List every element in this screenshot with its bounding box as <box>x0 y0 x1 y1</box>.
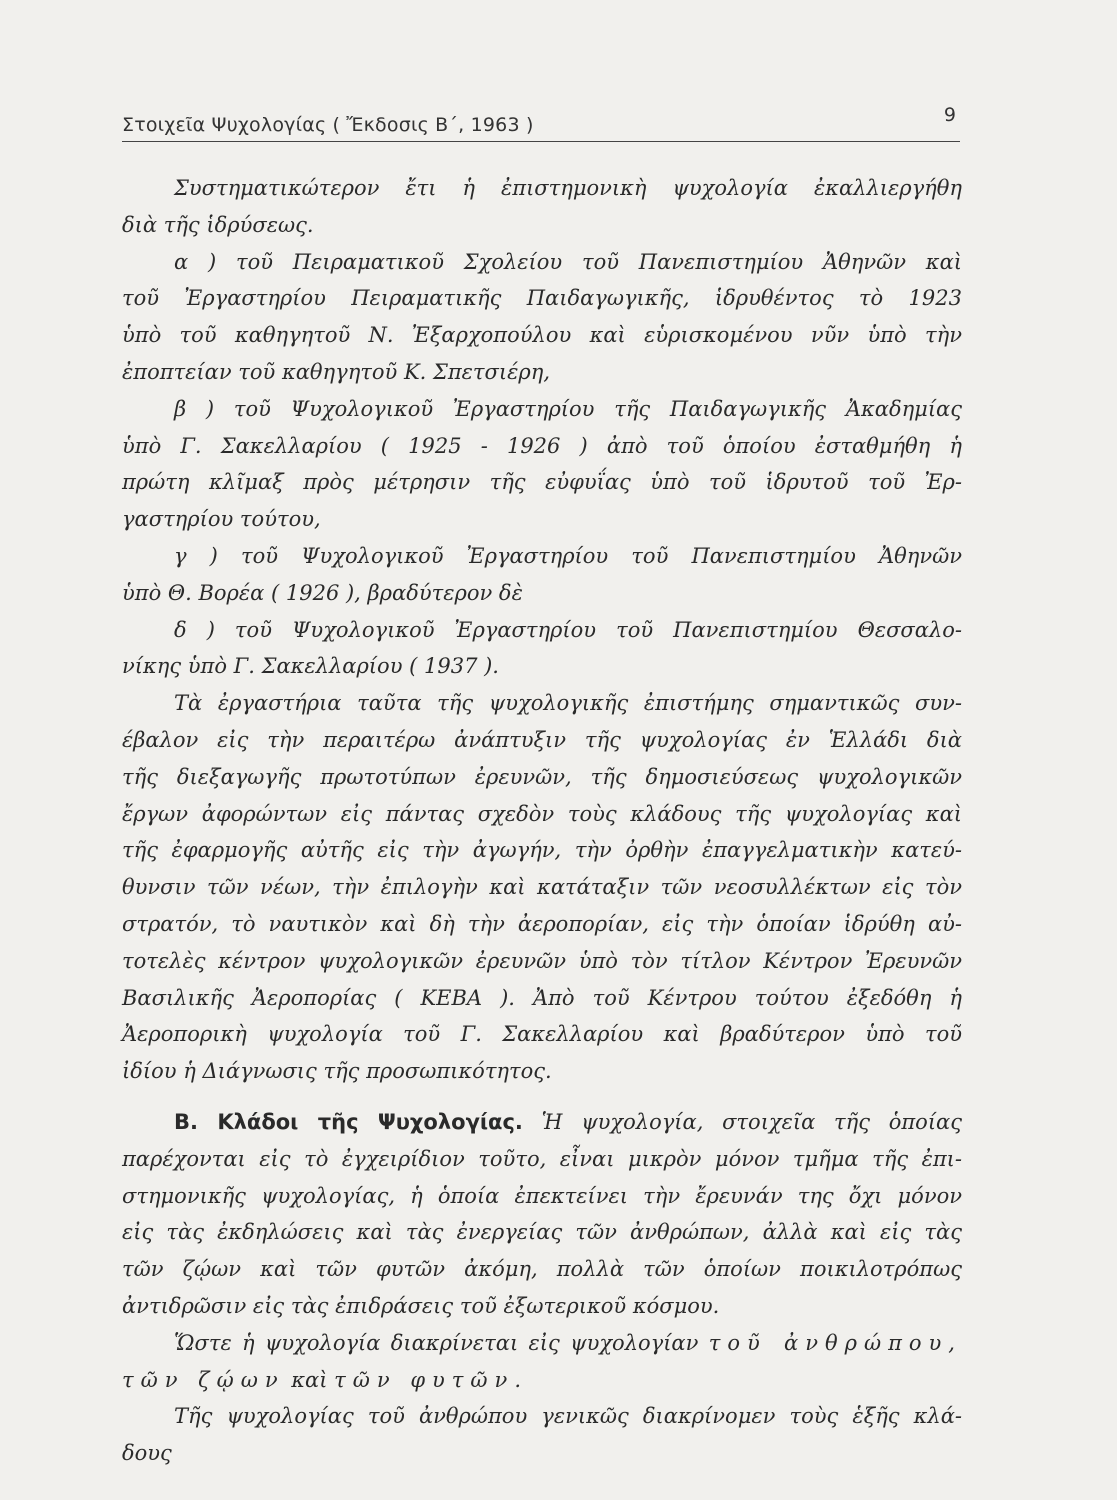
paragraph-line: δους <box>122 1441 172 1466</box>
spaced-emphasis: τῶν φυτῶν. <box>334 1367 528 1392</box>
paragraph-line: Τὰ ἐργαστήρια ταῦτα τῆς ψυχολογικῆς ἐπιστήμης σημαντικῶς συν- <box>174 691 962 716</box>
paragraph-line: τῆς ἐφαρμογῆς αὐτῆς εἰς τὴν ἀγωγήν, τὴν ὀρθὴν ἐπαγγελματικὴν κατεύ- <box>122 838 962 863</box>
list-item-line: τοῦ Ἐργαστηρίου Πειραματικῆς Παιδαγωγικῆς, ἱδρυθέντος τὸ 1923 <box>122 286 962 311</box>
list-item-line: α ) τοῦ Πειραματικοῦ Σχολείου τοῦ Πανεπιστημίου Ἀθηνῶν καὶ <box>174 249 962 274</box>
section-heading-line <box>122 1104 962 1141</box>
paragraph-line: έβαλον εἰς τὴν περαιτέρω ἀνάπτυξιν τῆς ψυχολογίας ἐν Ἑλλάδι διὰ <box>122 727 962 752</box>
paragraph-line: παρέχονται εἰς τὸ ἐγχειρίδιον τοῦτο, εἶναι μικρὸν μόνον τμῆμα τῆς ἐπι- <box>122 1146 962 1171</box>
paragraph-line: τῶν ζῴων καὶ τῶν φυτῶν ἀκόμη, πολλὰ τῶν ὁποίων ποικιλοτρόπως <box>122 1257 962 1282</box>
list-item-line: νίκης ὑπὸ Γ. Σακελλαρίου ( 1937 ). <box>122 654 499 679</box>
paragraph-line <box>122 1325 962 1362</box>
paragraph-line: ἔργων ἀφορώντων εἰς πάντας σχεδὸν τοὺς κλάδους τῆς ψυχολογίας καὶ <box>122 801 962 826</box>
list-item-line: ὑπὸ Θ. Βορέα ( 1926 ), βραδύτερον δὲ <box>122 580 523 605</box>
paragraph-text: καὶ <box>291 1367 328 1392</box>
list-item-line: γαστηρίου τούτου, <box>122 507 321 532</box>
paragraph-line: εἰς τὰς ἐκδηλώσεις καὶ τὰς ἐνεργείας τῶν ἀνθρώπων, ἀλλὰ καὶ εἰς τὰς <box>122 1220 962 1245</box>
header-title: Στοιχεῖα Ψυχολογίας ( Ἔκδοσις Β΄, 1963 ) <box>122 114 534 136</box>
spaced-emphasis: τοῦ ἀνθρώπου, <box>708 1330 962 1355</box>
section-heading: Β. Κλάδοι τῆς Ψυχολογίας. <box>174 1109 523 1134</box>
paragraph-line: τοτελὲς κέντρον ψυχολογικῶν ἐρευνῶν ὑπὸ τὸν τίτλον Κέντρον Ἐρευνῶν <box>122 948 962 973</box>
paragraph-line: διὰ τῆς ἱδρύσεως. <box>122 212 314 237</box>
paragraph-text: Ὥστε ἡ ψυχολογία διακρίνεται εἰς ψυχολογίαν <box>174 1330 699 1355</box>
list-item-line: ὑπὸ Γ. Σακελλαρίου ( 1925 - 1926 ) ἀπὸ τοῦ ὁποίου ἐσταθμήθη ἡ <box>122 433 962 458</box>
header-rule <box>122 141 960 142</box>
paragraph-line: Τῆς ψυχολογίας τοῦ ἀνθρώπου γενικῶς διακρίνομεν τοὺς ἑξῆς κλά- <box>174 1404 962 1429</box>
body-text <box>122 170 962 1472</box>
paragraph-line: Ἀεροπορικὴ ψυχολογία τοῦ Γ. Σακελλαρίου καὶ βραδύτερον ὑπὸ τοῦ <box>122 1022 962 1047</box>
list-item-line: πρώτη κλῖμαξ πρὸς μέτρησιν τῆς εὐφυΐας ὑπὸ τοῦ ἱδρυτοῦ τοῦ Ἐρ- <box>122 470 962 495</box>
paragraph-text: Ἡ ψυχολογία, στοιχεῖα τῆς ὁποίας <box>541 1109 962 1134</box>
page-number: 9 <box>943 104 956 126</box>
running-header <box>122 100 960 144</box>
paragraph-line: Βασιλικῆς Ἀεροπορίας ( ΚΕΒΑ ). Ἀπὸ τοῦ Κέντρου τούτου ἐξεδόθη ἡ <box>122 985 962 1010</box>
paragraph-line: τῆς διεξαγωγῆς πρωτοτύπων ἐρευνῶν, τῆς δημοσιεύσεως ψυχολογικῶν <box>122 764 962 789</box>
spaced-emphasis: τῶν ζῴων <box>122 1367 285 1392</box>
paragraph-line: ἀντιδρῶσιν εἰς τὰς ἐπιδράσεις τοῦ ἐξωτερικοῦ κόσμου. <box>122 1293 720 1318</box>
list-item-line: ὑπὸ τοῦ καθηγητοῦ Ν. Ἐξαρχοπούλου καὶ εὑρισκομένου νῦν ὑπὸ τὴν <box>122 323 962 348</box>
paragraph-line: στημονικῆς ψυχολογίας, ἡ ὁποία ἐπεκτείνει τὴν ἔρευνάν της ὄχι μόνον <box>122 1183 962 1208</box>
list-item-line: γ ) τοῦ Ψυχολογικοῦ Ἐργαστηρίου τοῦ Πανεπιστημίου Ἀθηνῶν <box>174 543 962 568</box>
paragraph-line: ἰδίου ἡ Διάγνωσις τῆς προσωπικότητος. <box>122 1059 552 1084</box>
list-item-line: β ) τοῦ Ψυχολογικοῦ Ἐργαστηρίου τῆς Παιδαγωγικῆς Ἀκαδημίας <box>174 396 962 421</box>
paragraph-line <box>122 1362 962 1399</box>
paragraph-line: Συστηματικώτερον ἔτι ἡ ἐπιστημονικὴ ψυχολογία ἐκαλλιεργήθη <box>174 176 962 200</box>
list-item-line: δ ) τοῦ Ψυχολογικοῦ Ἐργαστηρίου τοῦ Πανεπιστημίου Θεσσαλο- <box>174 617 962 642</box>
paragraph-line: στρατόν, τὸ ναυτικὸν καὶ δὴ τὴν ἀεροπορίαν, εἰς τὴν ὁποίαν ἱδρύθη αὐ- <box>122 911 962 936</box>
list-item-line: ἐποπτείαν τοῦ καθηγητοῦ Κ. Σπετσιέρη, <box>122 359 550 384</box>
paragraph-line: θυνσιν τῶν νέων, τὴν ἐπιλογὴν καὶ κατάταξιν τῶν νεοσυλλέκτων εἰς τὸν <box>122 875 962 900</box>
